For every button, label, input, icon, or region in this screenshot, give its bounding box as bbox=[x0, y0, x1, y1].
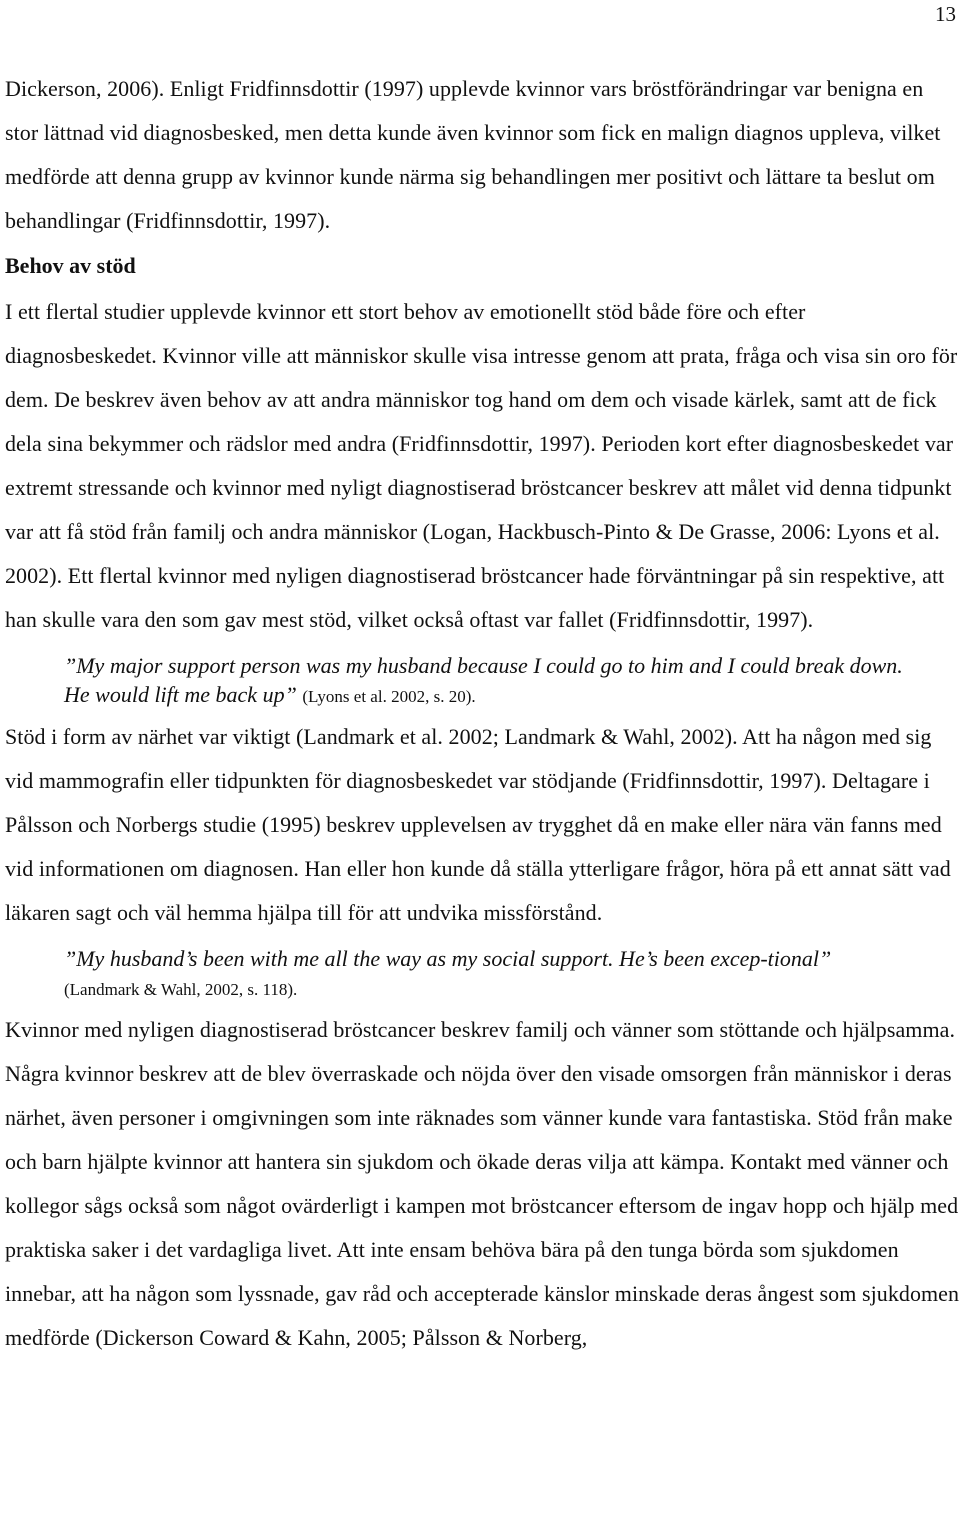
document-body bbox=[5, 67, 960, 1360]
quote-text: ”My husband’s been with me all the way as my social support. He’s been excep-tional” bbox=[64, 946, 832, 971]
paragraph-closeness: Stöd i form av närhet var viktigt (Landmark et al. 2002; Landmark & Wahl, 2002). Att ha någon med sig vid mammografin eller tidpunkten för diagnosbeskedet var stödjande (Fridfinnsdottir, 1997). Deltagare i Pålsson och Norbergs studie (1995) beskrev upplevelsen av trygghet då en make eller nära vän fanns med vid informationen om diagnosen. Han eller hon kunde då ställa ytterligare frågor, höra på ett annat sätt vad läkaren sagt och väl hemma hjälpa till för att undvika missförstånd. bbox=[5, 724, 951, 925]
section-heading: Behov av stöd bbox=[5, 253, 136, 278]
quote-citation: (Landmark & Wahl, 2002, s. 118). bbox=[64, 980, 298, 999]
paragraph-intro: Dickerson, 2006). Enligt Fridfinnsdottir (1997) upplevde kvinnor vars bröstförändringar var benigna en stor lättnad vid diagnosbesked, men detta kunde även kvinnor som fick en malign diagnos uppleva, vilket medförde att denna grupp av kvinnor kunde närma sig behandlingen mer positivt och lättare ta beslut om behandlingar (Fridfinnsdottir, 1997). bbox=[5, 76, 941, 233]
paragraph-family-friends: Kvinnor med nyligen diagnostiserad bröstcancer beskrev familj och vänner som stöttande och hjälpsamma. Några kvinnor beskrev att de blev överraskade och nöjda över den visade omsorgen från människor i deras närhet, även personer i omgivningen som inte räknades som vänner kunde vara fantastiska. Stöd från make och barn hjälpte kvinnor att hantera sin sjukdom och ökade deras vilja att kämpa. Kontakt med vänner och kollegor sågs också som något ovärderligt i kampen mot bröstcancer eftersom de ingav hopp och hjälp med praktiska saker i det vardagliga livet. Att inte ensam behöva bära på den tunga börda som sjukdomen innebar, att ha någon som lyssnade, gav råd och accepterade känslor minskade deras ångest som sjukdomen medförde (Dickerson Coward & Kahn, 2005; Pålsson & Norberg, bbox=[5, 1017, 960, 1350]
page-number: 13 bbox=[935, 2, 956, 26]
quote-citation: (Lyons et al. 2002, s. 20). bbox=[302, 687, 476, 706]
quote-husband-support bbox=[5, 651, 960, 711]
quote-text: ”My major support person was my husband because I could go to him and I could break down. He would lift me back up” bbox=[64, 653, 903, 707]
paragraph-support-needs: I ett flertal studier upplevde kvinnor ett stort behov av emotionellt stöd både före och efter diagnosbeskedet. Kvinnor ville att människor skulle visa intresse genom att prata, fråga och visa sin oro för dem. De beskrev även behov av att andra människor tog hand om dem och visade kärlek, samt att de fick dela sina bekymmer och rädslor med andra (Fridfinnsdottir, 1997). Perioden kort efter diagnosbeskedet var extremt stressande och kvinnor med nyligt diagnostiserad bröstcancer beskrev att målet vid denna tidpunkt var att få stöd från familj och andra människor (Logan, Hackbusch-Pinto & De Grasse, 2006: Lyons et al. 2002). Ett flertal kvinnor med nyligen diagnostiserad bröstcancer hade förväntningar på sin respektive, att han skulle vara den som gav mest stöd, vilket också oftast var fallet (Fridfinnsdottir, 1997). bbox=[5, 299, 958, 632]
quote-social-support bbox=[5, 944, 960, 1004]
